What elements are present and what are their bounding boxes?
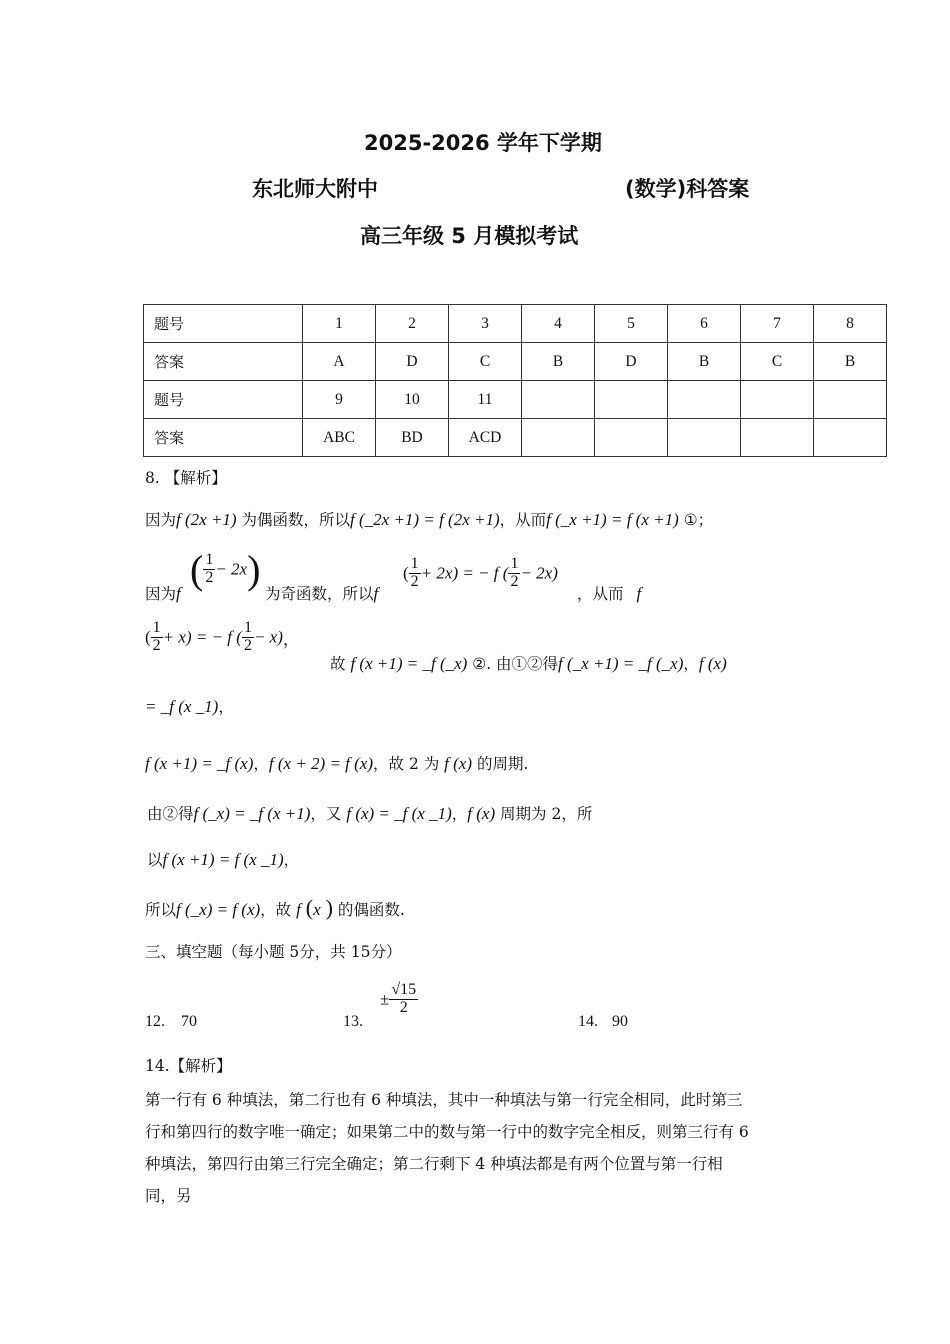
table-cell [741,419,814,457]
table-cell [595,419,668,457]
paren: ( [190,547,204,592]
numerator: 1 [410,555,419,572]
text: 以 [147,851,163,869]
math: f (x +1) = _f (x) [145,754,254,773]
sol8-line2c [577,582,641,604]
numerator: 1 [152,619,161,636]
table-cell: C [449,343,522,381]
text: ①； [683,511,714,529]
text: ，故 2 为 [373,755,440,773]
exam-title: 高三年级 5 月模拟考试 [360,224,579,248]
denominator: 2 [243,636,252,654]
question-number: 13. [343,1013,363,1030]
table-row [144,381,887,419]
math: f (_x +1) = _f (_x) [558,654,684,673]
numerator: 1 [243,619,252,636]
table-cell [741,381,814,419]
answer-value: 70 [181,1013,197,1030]
text: 周期为 2，所 [500,805,593,823]
table-cell: B [814,343,887,381]
table-cell: D [376,343,449,381]
sol8-line8 [145,895,405,921]
math: ( [403,563,409,583]
text: 的周期. [476,755,529,773]
text: ，从而 [577,585,624,603]
denominator: 2 [152,636,161,654]
table-row [144,305,887,343]
text: 所以 [145,901,177,919]
text: ， [218,698,234,716]
paragraph-line: 第一行有 6 种填法，第二行也有 6 种填法，其中一种填法与第一行完全相同，此时第三 [145,1091,743,1109]
table-cell: 7 [741,305,814,343]
text: ②. 由①②得 [472,655,559,673]
math: f (x + 2) = f (x) [268,754,374,773]
table-cell [522,381,595,419]
numerator: √15 [391,981,417,998]
paragraph-line: 同，另 [145,1187,192,1205]
table-cell [814,419,887,457]
math: f (x) [698,654,727,673]
math: f (x +1) = _f (_x) [350,654,468,673]
math: f (x) = _f (x _1) [346,804,452,823]
row-label: 题号 [144,305,303,343]
table-cell: 10 [376,381,449,419]
sol8-line2a [145,582,181,604]
subject-title: (数学)科答案 [625,177,750,201]
table-cell [668,419,741,457]
text: 为偶函数，所以 [241,511,351,529]
denominator: 2 [510,572,519,590]
header-line1: 2025-2026 学年下学期 [364,131,602,155]
sol8-line2b [265,582,378,604]
math: f (_x +1) = f (x +1) [546,510,679,529]
table-cell [814,381,887,419]
denominator: 2 [399,998,408,1016]
numerator: 1 [205,551,214,569]
text: ， [282,629,300,649]
text: ， [451,805,468,823]
table-cell: 2 [376,305,449,343]
answer-14 [578,1013,628,1031]
answer-value: 90 [612,1013,628,1030]
row-label: 题号 [144,381,303,419]
paragraph-line: 行和第四行的数字唯一确定；如果第二中的数与第一行中的数字完全相反，则第三行有 6 [145,1123,749,1141]
paren: ( [305,895,314,920]
table-cell: 6 [668,305,741,343]
math: f (2x +1) [176,510,237,529]
table-cell: B [522,343,595,381]
fraction [203,552,215,587]
math: f [373,584,379,603]
answer-12 [145,1013,197,1031]
table-cell [522,419,595,457]
fraction [151,620,163,655]
sol8-line6 [147,802,592,824]
math: − x) [253,627,283,647]
text: 为奇函数，所以 [265,585,374,603]
row-label: 答案 [144,343,303,381]
table-cell [595,381,668,419]
sol8-line5 [145,752,528,774]
table-cell: 8 [814,305,887,343]
sol8-frac-expr3 [145,620,300,655]
text: 故 [330,655,346,673]
table-cell: 3 [449,305,522,343]
question-number: 14. [578,1013,598,1030]
sol8-line4 [145,695,234,717]
table-cell [668,381,741,419]
question-number: 12. [145,1013,165,1030]
row-label: 答案 [144,419,303,457]
sol14-heading: 14.【解析】 [145,1057,232,1075]
math: − 2x) [520,563,558,583]
math: = − f ( [462,563,509,583]
sol8-line3 [330,652,727,674]
fraction [508,556,520,591]
table-cell: C [741,343,814,381]
table-row [144,343,887,381]
math: f [296,900,301,919]
sol8-line1 [145,508,713,530]
sol8-frac-expr1 [190,546,260,593]
answer-table [143,304,887,457]
sol8-heading: 8. 【解析】 [145,469,227,487]
answer-13-label [343,1013,363,1031]
math: f [636,584,642,603]
math: f (_x) = _f (x +1) [193,804,311,823]
section3-heading: 三、填空题（每小题 5分，共 15分） [145,943,402,961]
paren: ) [247,547,261,592]
table-cell: 1 [303,305,376,343]
table-cell: B [668,343,741,381]
math: f (_2x +1) = f (2x +1) [350,510,500,529]
table-cell: 11 [449,381,522,419]
text: ，故 [260,901,292,919]
fraction [242,620,254,655]
text: ， [283,851,300,869]
text: 因为 [145,511,177,529]
text: ，又 [310,805,342,823]
text: ， [683,655,699,673]
sol14-paragraph [145,1084,810,1212]
fraction [389,982,418,1017]
math: + 2x) [420,563,459,583]
numerator: 1 [510,555,519,572]
math: f (_x) = f (x) [176,900,261,919]
math: − 2x [215,559,248,579]
table-cell: A [303,343,376,381]
math: x [313,900,321,919]
text: 由②得 [147,805,194,823]
sol8-line7 [147,848,299,870]
plus-minus: ± [380,989,390,1009]
table-cell: ABC [303,419,376,457]
text: 的偶函数. [337,901,405,919]
math: = _f (x _1) [145,697,219,716]
denominator: 2 [205,569,214,586]
denominator: 2 [410,572,419,590]
school-name: 东北师大附中 [252,177,378,201]
math: f (x) [467,804,496,823]
text: ，从而 [499,511,547,529]
table-cell: 4 [522,305,595,343]
paren: ) [325,895,333,920]
math: f (x +1) = f (x _1) [162,850,284,869]
table-cell: D [595,343,668,381]
table-cell: ACD [449,419,522,457]
table-cell: 9 [303,381,376,419]
math: ( [145,627,151,647]
text: ， [253,755,269,773]
text: 因为 [145,585,177,603]
paragraph-line: 种填法，第四行由第三行完全确定；第二行剩下 4 种填法都是有两个位置与第一行相 [145,1155,723,1173]
fraction [409,556,421,591]
table-row [144,419,887,457]
math: f (x) [444,754,473,773]
answer-13-value [380,982,418,1017]
table-cell: BD [376,419,449,457]
math: + x) = − f ( [162,627,242,647]
sol8-frac-expr2 [403,556,558,591]
table-cell: 5 [595,305,668,343]
math: f [176,584,181,603]
